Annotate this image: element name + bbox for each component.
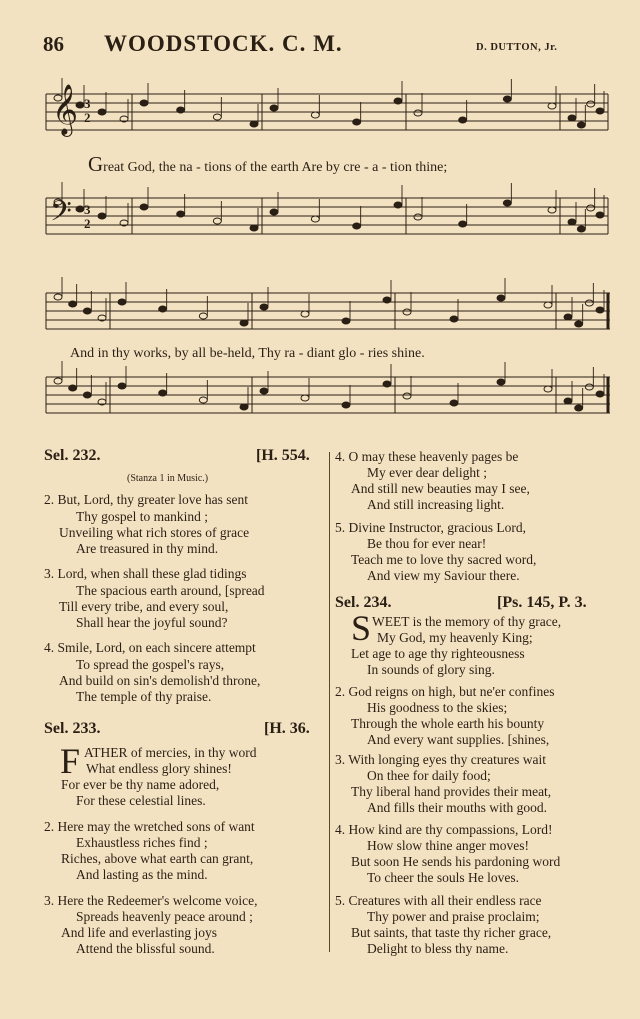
verse-line: Thy liberal hand provides their meat,: [351, 784, 552, 799]
note-head: [596, 307, 604, 313]
verse-line: Thy power and praise proclaim;: [367, 909, 540, 924]
time-signature-bass: 3: [84, 202, 91, 217]
verse-line: Teach me to love thy sacred word,: [351, 552, 537, 567]
note-head: [140, 204, 148, 210]
note-head: [159, 390, 167, 396]
verse-line: 3. Lord, when shall these glad tidings: [44, 566, 247, 581]
note-head: [564, 398, 572, 404]
verse-line: 2. God reigns on high, but ne'er confines: [335, 684, 555, 699]
note-head: [353, 119, 361, 125]
note-head: [414, 214, 422, 220]
verse-line: To spread the gospel's rays,: [76, 657, 225, 672]
note-head: [544, 386, 552, 392]
verse-line: But soon He sends his pardoning word: [351, 854, 561, 869]
verse-line: Be thou for ever near!: [367, 536, 487, 551]
note-head: [503, 200, 511, 206]
note-head: [568, 219, 576, 225]
verse-line: And life and everlasting joys: [61, 925, 217, 940]
note-head: [69, 301, 77, 307]
staff-system-2-lower: [46, 361, 610, 413]
note-head: [596, 391, 604, 397]
verse-line: Unveiling what rich stores of grace: [59, 525, 250, 540]
verse-line: 5. Creatures with all their endless race: [335, 893, 542, 908]
note-head: [450, 316, 458, 322]
verse-line: How slow thine anger moves!: [367, 838, 529, 853]
verse-line: My ever dear delight ;: [367, 465, 487, 480]
verse-line: The spacious earth around, [spread: [76, 583, 265, 598]
note-head: [98, 109, 106, 115]
note-head: [54, 294, 62, 300]
composer: D. DUTTON, Jr.: [476, 42, 558, 53]
column-divider: [329, 452, 330, 952]
lyric-line-2: And in thy works, by all be-held, Thy ra - diant glo - ries shine.: [70, 346, 425, 361]
verse-line: My God, my heavenly King;: [377, 630, 533, 645]
time-signature-treble: 3: [84, 96, 91, 111]
verse-line: For ever be thy name adored,: [61, 777, 220, 792]
verse-line: And build on sin's demolish'd throne,: [59, 673, 261, 688]
note-head: [311, 112, 319, 118]
note-head: [301, 395, 309, 401]
sel-234-label: Sel. 234.: [335, 594, 392, 611]
sel-232-label: Sel. 232.: [44, 447, 101, 464]
note-head: [403, 393, 411, 399]
note-head: [414, 110, 422, 116]
sel-232-note: (Stanza 1 in Music.): [127, 473, 209, 484]
verse-line: And still increasing light.: [367, 497, 505, 512]
note-head: [270, 209, 278, 215]
verse-line: Let age to age thy righteousness: [351, 646, 525, 661]
note-head: [459, 117, 467, 123]
verse-line: And view my Saviour there.: [367, 568, 520, 583]
note-head: [301, 311, 309, 317]
sel-234-drop-cap: S: [351, 608, 372, 648]
note-head: [353, 223, 361, 229]
note-head: [394, 98, 402, 104]
verse-line: 2. But, Lord, thy greater love has sent: [44, 492, 248, 507]
verse-line: And lasting as the mind.: [76, 867, 208, 882]
note-head: [98, 213, 106, 219]
verse-line: Thy gospel to mankind ;: [76, 509, 208, 524]
note-head: [575, 405, 583, 411]
staff-system-1-treble: [46, 78, 608, 130]
note-head: [503, 96, 511, 102]
note-head: [270, 105, 278, 111]
note-head: [240, 404, 248, 410]
verse-line: 3. Here the Redeemer's welcome voice,: [44, 893, 258, 908]
note-head: [83, 308, 91, 314]
note-head: [260, 304, 268, 310]
note-head: [54, 378, 62, 384]
note-head: [450, 400, 458, 406]
verse-line: Spreads heavenly peace around ;: [76, 909, 253, 924]
sel-234-ref: [Ps. 145, P. 3.: [497, 594, 587, 611]
verse-line: On thee for daily food;: [367, 768, 491, 783]
sel-233-label: Sel. 233.: [44, 720, 101, 737]
note-head: [69, 385, 77, 391]
tune-title: WOODSTOCK. C. M.: [104, 31, 343, 56]
verse-line: And still new beauties may I see,: [351, 481, 530, 496]
note-head: [240, 320, 248, 326]
staff-system-2-upper: [46, 277, 610, 329]
lyric-drop-letter: G: [88, 152, 104, 176]
note-head: [177, 107, 185, 113]
verse-line: Shall hear the joyful sound?: [76, 615, 228, 630]
time-signature-bass-lower: 2: [84, 216, 91, 231]
note-head: [342, 318, 350, 324]
note-head: [497, 295, 505, 301]
note-head: [83, 392, 91, 398]
note-head: [177, 211, 185, 217]
note-head: [159, 306, 167, 312]
note-head: [383, 381, 391, 387]
sel-232-ref: [H. 554.: [256, 447, 310, 464]
note-head: [568, 115, 576, 121]
lyric-line-1: [88, 152, 447, 177]
note-head: [260, 388, 268, 394]
note-head: [118, 299, 126, 305]
time-signature-treble-lower: 2: [84, 110, 91, 125]
note-head: [403, 309, 411, 315]
note-head: [383, 297, 391, 303]
note-head: [577, 122, 585, 128]
verse-line: For these celestial lines.: [76, 793, 206, 808]
note-head: [140, 100, 148, 106]
verse-line: Are treasured in thy mind.: [76, 541, 219, 556]
verse-line: Attend the blissful sound.: [76, 941, 215, 956]
verse-line: His goodness to the skies;: [367, 700, 508, 715]
verse-line: Riches, above what earth can grant,: [61, 851, 254, 866]
note-head: [342, 402, 350, 408]
verse-line: WEET is the memory of thy grace,: [372, 614, 562, 629]
verse-line: 4. Smile, Lord, on each sincere attempt: [44, 640, 256, 655]
verse-line: 3. With longing eyes thy creatures wait: [335, 752, 547, 767]
note-head: [548, 103, 556, 109]
note-head: [250, 121, 258, 127]
verse-line: ATHER of mercies, in thy word: [84, 745, 257, 760]
note-head: [459, 221, 467, 227]
note-head: [213, 114, 221, 120]
treble-clef-icon: 𝄞: [52, 84, 79, 135]
sel-233-drop-cap: F: [60, 741, 81, 781]
note-head: [585, 300, 593, 306]
verse-line: 4. O may these heavenly pages be: [335, 449, 519, 464]
note-head: [497, 379, 505, 385]
verse-line: And fills their mouths with good.: [367, 800, 547, 815]
note-head: [596, 212, 604, 218]
note-head: [199, 397, 207, 403]
verse-line: 4. How kind are thy compassions, Lord!: [335, 822, 553, 837]
note-head: [564, 314, 572, 320]
lyric-line-1-text: reat God, the na - tions of the earth Are by cre - a - tion thine;: [103, 160, 448, 175]
verse-line: And every want supplies. [shines,: [367, 732, 550, 747]
verse-line: Delight to bless thy name.: [367, 941, 509, 956]
note-head: [587, 101, 595, 107]
note-head: [199, 313, 207, 319]
sel-233-ref: [H. 36.: [264, 720, 310, 737]
note-head: [587, 205, 595, 211]
music-score: [0, 0, 640, 430]
verse-line: To cheer the souls He loves.: [367, 870, 520, 885]
note-head: [118, 383, 126, 389]
note-head: [311, 216, 319, 222]
verse-line: In sounds of glory sing.: [367, 662, 495, 677]
note-head: [548, 207, 556, 213]
verse-line: What endless glory shines!: [86, 761, 232, 776]
note-head: [544, 302, 552, 308]
verse-line: Till every tribe, and every soul,: [59, 599, 229, 614]
verse-line: 2. Here may the wretched sons of want: [44, 819, 255, 834]
note-head: [577, 226, 585, 232]
verse-line: 5. Divine Instructor, gracious Lord,: [335, 520, 527, 535]
note-head: [585, 384, 593, 390]
verse-line: The temple of thy praise.: [76, 689, 212, 704]
note-head: [76, 206, 84, 212]
staff-system-1-bass: [46, 182, 608, 234]
page-number: 86: [43, 32, 64, 56]
verse-line: Through the whole earth his bounty: [351, 716, 545, 731]
note-head: [213, 218, 221, 224]
note-head: [596, 108, 604, 114]
bass-clef-icon: 𝄢: [50, 195, 72, 235]
verse-line: But saints, that taste thy richer grace,: [351, 925, 552, 940]
note-head: [394, 202, 402, 208]
note-head: [575, 321, 583, 327]
note-head: [250, 225, 258, 231]
verse-line: Exhaustless riches find ;: [76, 835, 208, 850]
